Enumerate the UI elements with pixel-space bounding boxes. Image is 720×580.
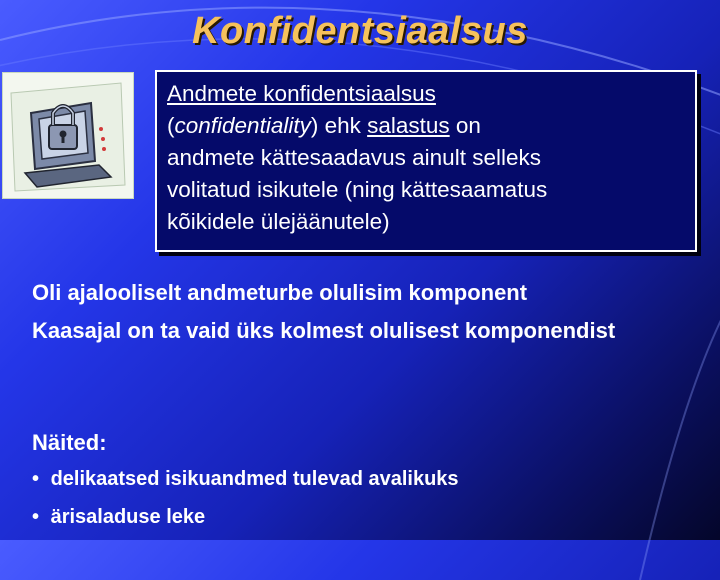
bullet-icon: •	[32, 468, 40, 490]
padlock-computer-icon	[3, 73, 133, 198]
english-term: confidentiality	[174, 113, 311, 138]
open-paren: (	[167, 113, 175, 138]
padlock-computer-clipart	[2, 72, 134, 199]
definition-line-5: kõikidele ülejäänutele)	[167, 209, 390, 234]
point-2: Kaasajal on ta vaid üks kolmest olulisest komponendist	[32, 318, 616, 343]
example-item-1	[32, 468, 459, 491]
definition-box	[155, 70, 697, 252]
definition-line-2	[167, 110, 687, 142]
bullet-icon: •	[32, 506, 40, 528]
synonym-term: salastus	[367, 113, 450, 138]
definition-line-1	[167, 78, 687, 110]
definition-connector: ) ehk	[310, 113, 368, 138]
point-1: Oli ajalooliselt andmeturbe olulisim komponent	[32, 280, 528, 305]
definition-text	[167, 78, 687, 238]
definition-term: Andmete konfidentsiaalsus	[167, 81, 436, 106]
definition-line-2-end: on	[449, 113, 481, 138]
example-text-1: delikaatsed isikuandmed tulevad avalikuks	[50, 468, 459, 490]
definition-line-3: andmete kättesaadavus ainult selleks	[167, 145, 541, 170]
definition-line-4: volitatud isikutele (ning kättesaamatus	[167, 177, 548, 202]
slide-title: Konfidentsiaalsus	[192, 10, 528, 52]
example-item-2	[32, 506, 205, 529]
example-text-2: ärisaladuse leke	[50, 506, 206, 528]
examples-label: Näited:	[32, 430, 107, 455]
